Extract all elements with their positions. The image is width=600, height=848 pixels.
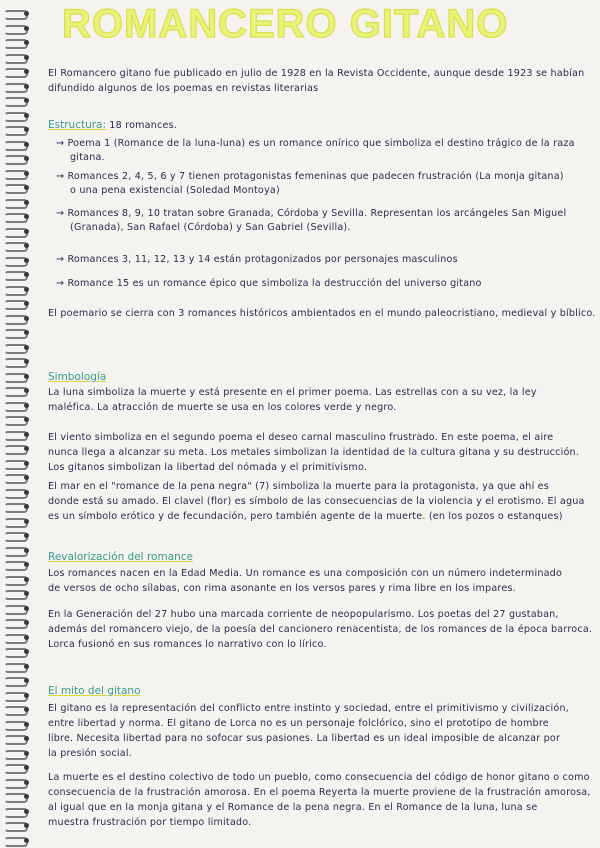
binding-hole <box>24 229 29 234</box>
binding-hole <box>24 374 29 379</box>
rev-1-line-2: de versos de ocho sílabas, con rima asonante en los versos pares y rima libre en los impares. <box>48 583 516 594</box>
item-1-line-1: → Poema 1 (Romance de la luna-luna) es un romance onírico que simboliza el destino trágico de la raza <box>56 138 575 149</box>
mito-2-line-2: consecuencia de la frustración amorosa. En el poema Reyerta la muerte proviene de la frustración amorosa, <box>48 787 591 798</box>
binding-hole <box>24 490 29 495</box>
simb-3-line-1: El mar en el "romance de la pena negra" (7) simboliza la muerte para la protagonista, ya que ahí es <box>48 481 549 492</box>
binding-hole <box>24 707 29 712</box>
mito-1-line-2: entre libertad y norma. El gitano de Lorca no es un personaje folclórico, sino el prototipo de hombre <box>48 718 549 729</box>
notebook-page <box>34 0 594 848</box>
binding-hole <box>24 142 29 147</box>
binding-hole <box>24 98 29 103</box>
binding-hole <box>24 127 29 132</box>
rev-2-line-1: En la Generación del 27 hubo una marcada corriente de neopopularismo. Los poetas del 27 gustaban, <box>48 609 559 620</box>
binding-hole <box>24 591 29 596</box>
simb-3-line-2: donde está su amado. El clavel (flor) es símbolo de las consecuencias de la violencia y el erotismo. El agua <box>48 496 585 507</box>
binding-hole <box>24 84 29 89</box>
binding-hole <box>24 751 29 756</box>
binding-hole <box>24 330 29 335</box>
binding-hole <box>24 823 29 828</box>
simb-2-line-1: El viento simboliza en el segundo poema el deseo carnal masculino frustrado. En este poema, el aire <box>48 432 554 443</box>
binding-hole <box>24 533 29 538</box>
binding-hole <box>24 272 29 277</box>
page-title: ROMANCERO GITANO <box>62 2 509 46</box>
closing-line: El poemario se cierra con 3 romances históricos ambientados en el mundo paleocristiano, medieval y bíblico. <box>48 308 596 319</box>
item-1-line-2: gitana. <box>70 152 105 163</box>
simb-1-line-2: maléfica. La atracción de muerte se usa en los colores verde y negro. <box>48 402 397 413</box>
mito-2-line-1: La muerte es el destino colectivo de todo un pueblo, como consecuencia del código de honor gitano o como <box>48 772 590 783</box>
mito-2-line-3: al igual que en la monja gitana y el Romance de la pena negra. En el Romance de la luna, luna se <box>48 802 538 813</box>
binding-hole <box>24 388 29 393</box>
binding-hole <box>24 461 29 466</box>
binding-hole <box>24 664 29 669</box>
rev-1-line-1: Los romances nacen en la Edad Media. Un romance es una composición con un número indeterminado <box>48 568 563 579</box>
binding-hole <box>24 417 29 422</box>
item-4-line-1: → Romances 3, 11, 12, 13 y 14 están protagonizados por personajes masculinos <box>56 254 458 265</box>
binding-hole <box>24 606 29 611</box>
binding-hole <box>24 548 29 553</box>
simb-2-line-2: nunca llega a alcanzar su meta. Los metales simbolizan la identidad de la cultura gitana y su destrucción. <box>48 447 580 458</box>
binding-hole <box>24 475 29 480</box>
binding-hole <box>24 258 29 263</box>
binding-hole <box>24 243 29 248</box>
binding-hole <box>24 11 29 16</box>
binding-hole <box>24 359 29 364</box>
estructura-suffix: 18 romances. <box>106 120 178 131</box>
binding-hole <box>24 185 29 190</box>
rev-2-line-2: además del romancero viejo, de la poesía del cancionero renacentista, de los romances de la época barroca. <box>48 624 593 635</box>
estructura-heading: Estructura: <box>48 119 107 131</box>
simb-1-line-1: La luna simboliza la muerte y está presente en el primer poema. Las estrellas con a su vez, la ley <box>48 387 537 398</box>
binding-hole <box>24 736 29 741</box>
binding-hole <box>24 693 29 698</box>
binding-hole <box>24 649 29 654</box>
binding-hole <box>24 446 29 451</box>
binding-hole <box>24 620 29 625</box>
binding-hole <box>24 432 29 437</box>
item-3-line-2: (Granada), San Rafael (Córdoba) y San Gabriel (Sevilla). <box>70 222 351 233</box>
item-3-line-1: → Romances 8, 9, 10 tratan sobre Granada, Córdoba y Sevilla. Representan los arcángeles San Miguel <box>56 208 567 219</box>
binding-hole <box>24 316 29 321</box>
item-2-line-2: o una pena existencial (Soledad Montoya) <box>70 185 280 196</box>
binding-hole <box>24 780 29 785</box>
estructura-section <box>48 113 177 132</box>
spiral-binding <box>0 0 30 848</box>
binding-hole <box>24 504 29 509</box>
simb-2-line-3: Los gitanos simbolizan la libertad del nómada y el primitivismo. <box>48 462 368 473</box>
binding-hole <box>24 794 29 799</box>
binding-hole <box>24 156 29 161</box>
binding-hole <box>24 26 29 31</box>
item-2-line-1: → Romances 2, 4, 5, 6 y 7 tienen protagonistas femeninas que padecen frustración (La monja gitana) <box>56 171 564 182</box>
binding-hole <box>24 403 29 408</box>
item-5-line-1: → Romance 15 es un romance épico que simboliza la destrucción del universo gitano <box>56 278 482 289</box>
simb-3-line-3: es un símbolo erótico y de fecundación, pero también agente de la muerte. (en los pozos o estanques) <box>48 511 563 522</box>
binding-hole <box>24 69 29 74</box>
binding-hole <box>24 40 29 45</box>
binding-hole <box>24 577 29 582</box>
binding-hole <box>24 113 29 118</box>
mito-heading: El mito del gitano <box>48 685 141 697</box>
mito-1-line-4: la presión social. <box>48 748 132 759</box>
binding-hole <box>24 55 29 60</box>
binding-hole <box>24 214 29 219</box>
binding-hole <box>24 809 29 814</box>
binding-hole <box>24 301 29 306</box>
binding-hole <box>24 838 29 843</box>
binding-hole <box>24 765 29 770</box>
mito-1-line-3: libre. Necesita libertad para no sofocar sus pasiones. La libertad es un ideal imposible de alcanzar por <box>48 733 561 744</box>
revalorizacion-heading: Revalorización del romance <box>48 551 194 563</box>
binding-hole <box>24 678 29 683</box>
mito-1-line-1: El gitano es la representación del conflicto entre instinto y sociedad, entre el primitivismo y civilización, <box>48 703 569 714</box>
binding-hole <box>24 635 29 640</box>
mito-2-line-4: muestra frustración por tiempo limitado. <box>48 817 252 828</box>
intro-line-1: El Romancero gitano fue publicado en julio de 1928 en la Revista Occidente, aunque desde 1923 se habían <box>48 68 585 79</box>
rev-2-line-3: Lorca fusionó en sus romances lo narrativo con lo lírico. <box>48 639 327 650</box>
binding-hole <box>24 562 29 567</box>
binding-hole <box>24 519 29 524</box>
binding-hole <box>24 287 29 292</box>
binding-hole <box>24 171 29 176</box>
binding-hole <box>24 722 29 727</box>
intro-line-2: difundido algunos de los poemas en revistas literarias <box>48 83 319 94</box>
binding-hole <box>24 345 29 350</box>
simbologia-heading: Simbología <box>48 371 107 383</box>
binding-hole <box>24 200 29 205</box>
